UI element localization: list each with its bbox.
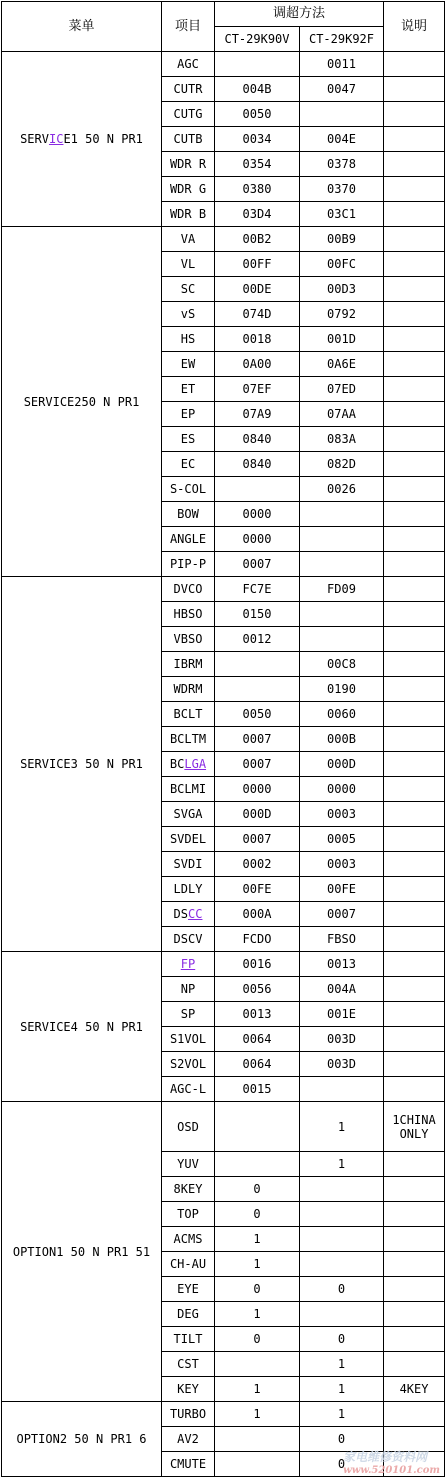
value-b-cell: 00FC xyxy=(300,252,384,277)
value-a-cell: 0064 xyxy=(215,1027,300,1052)
value-b-cell: 0011 xyxy=(300,52,384,77)
note-cell xyxy=(384,827,445,852)
item-text-part: DS xyxy=(173,907,188,921)
item-cell xyxy=(162,902,215,927)
note-cell xyxy=(384,927,445,952)
note-cell: 1CHINA ONLY xyxy=(384,1102,445,1152)
value-b-cell: 1 xyxy=(300,1402,384,1427)
note-cell xyxy=(384,1252,445,1277)
value-b-cell xyxy=(300,1077,384,1102)
header-row xyxy=(2,2,445,27)
item-cell: TILT xyxy=(162,1327,215,1352)
value-a-cell: FCDO xyxy=(215,927,300,952)
item-cell: OSD xyxy=(162,1102,215,1152)
value-a-cell: 0840 xyxy=(215,452,300,477)
note-cell xyxy=(384,527,445,552)
note-cell xyxy=(384,227,445,252)
note-cell xyxy=(384,1027,445,1052)
item-cell: S1VOL xyxy=(162,1027,215,1052)
value-a-cell xyxy=(215,477,300,502)
menu-cell xyxy=(2,52,162,227)
value-a-cell: 0000 xyxy=(215,502,300,527)
item-text-part: CC xyxy=(188,907,203,921)
value-b-cell: 0026 xyxy=(300,477,384,502)
item-cell: VL xyxy=(162,252,215,277)
note-header: 说明 xyxy=(384,2,445,52)
value-b-cell: FBSO xyxy=(300,927,384,952)
menu-text-part: E1 50 N PR1 xyxy=(63,132,143,146)
value-b-cell: 0005 xyxy=(300,827,384,852)
item-cell: SVGA xyxy=(162,802,215,827)
value-a-cell xyxy=(215,52,300,77)
value-a-cell: 0840 xyxy=(215,427,300,452)
value-a-cell: 0056 xyxy=(215,977,300,1002)
item-cell: WDRM xyxy=(162,677,215,702)
value-b-cell xyxy=(300,502,384,527)
value-b-cell xyxy=(300,552,384,577)
item-cell: LDLY xyxy=(162,877,215,902)
note-cell xyxy=(384,1002,445,1027)
value-a-cell: 0007 xyxy=(215,827,300,852)
note-cell xyxy=(384,602,445,627)
item-cell: FP xyxy=(162,952,215,977)
value-a-cell: 074D xyxy=(215,302,300,327)
value-a-cell: 0000 xyxy=(215,777,300,802)
value-a-cell: 00FF xyxy=(215,252,300,277)
item-cell: WDR B xyxy=(162,202,215,227)
value-a-cell: 0150 xyxy=(215,602,300,627)
item-cell: PIP-P xyxy=(162,552,215,577)
item-cell: WDR G xyxy=(162,177,215,202)
note-cell xyxy=(384,327,445,352)
value-a-cell: 0012 xyxy=(215,627,300,652)
value-b-cell: FD09 xyxy=(300,577,384,602)
value-a-cell: 0002 xyxy=(215,852,300,877)
value-a-cell xyxy=(215,1152,300,1177)
note-cell xyxy=(384,852,445,877)
value-b-cell: 004A xyxy=(300,977,384,1002)
note-cell xyxy=(384,877,445,902)
value-a-cell: 1 xyxy=(215,1252,300,1277)
table-row xyxy=(2,952,445,977)
item-cell: YUV xyxy=(162,1152,215,1177)
note-cell xyxy=(384,1077,445,1102)
item-cell: AV2 xyxy=(162,1427,215,1452)
item-cell: ACMS xyxy=(162,1227,215,1252)
value-b-cell: 004E xyxy=(300,127,384,152)
watermark-line2: www.520101.com xyxy=(343,1465,440,1476)
value-b-cell: 082D xyxy=(300,452,384,477)
value-b-cell: 0060 xyxy=(300,702,384,727)
item-cell: CUTR xyxy=(162,77,215,102)
item-cell: vS xyxy=(162,302,215,327)
value-b-cell: 0 xyxy=(300,1427,384,1452)
method-header: 调超方法 xyxy=(215,2,384,27)
value-b-cell xyxy=(300,602,384,627)
menu-cell: SERVICE250 N PR1 xyxy=(2,227,162,577)
note-cell xyxy=(384,452,445,477)
value-a-cell xyxy=(215,1452,300,1477)
value-a-cell: 0 xyxy=(215,1327,300,1352)
item-cell: BCLMI xyxy=(162,777,215,802)
note-cell xyxy=(384,1402,445,1427)
note-cell xyxy=(384,77,445,102)
value-b-cell xyxy=(300,1177,384,1202)
note-cell xyxy=(384,952,445,977)
value-a-cell: 0034 xyxy=(215,127,300,152)
value-b-cell: 000D xyxy=(300,752,384,777)
value-b-cell: 000B xyxy=(300,727,384,752)
note-cell xyxy=(384,477,445,502)
item-text-part: LGA xyxy=(184,757,207,771)
item-cell: CH-AU xyxy=(162,1252,215,1277)
value-a-cell: 1 xyxy=(215,1377,300,1402)
value-b-cell: 0792 xyxy=(300,302,384,327)
watermark xyxy=(343,1448,440,1476)
item-cell: SVDEL xyxy=(162,827,215,852)
value-a-cell xyxy=(215,652,300,677)
item-cell: CUTB xyxy=(162,127,215,152)
value-a-cell: 0007 xyxy=(215,552,300,577)
value-b-cell: 0047 xyxy=(300,77,384,102)
note-cell xyxy=(384,402,445,427)
value-b-cell: 0003 xyxy=(300,802,384,827)
note-cell: 4KEY xyxy=(384,1377,445,1402)
value-b-cell: 1 xyxy=(300,1102,384,1152)
item-cell: HS xyxy=(162,327,215,352)
item-cell: VA xyxy=(162,227,215,252)
value-a-cell: FC7E xyxy=(215,577,300,602)
value-a-cell: 00DE xyxy=(215,277,300,302)
item-cell: CUTG xyxy=(162,102,215,127)
value-b-cell: 00D3 xyxy=(300,277,384,302)
model-b-header: CT-29K92F xyxy=(300,27,384,52)
note-cell xyxy=(384,802,445,827)
service-settings-table xyxy=(1,1,445,1477)
value-b-cell: 0370 xyxy=(300,177,384,202)
value-a-cell: 07A9 xyxy=(215,402,300,427)
value-a-cell: 0018 xyxy=(215,327,300,352)
value-a-cell: 0013 xyxy=(215,1002,300,1027)
value-a-cell: 0354 xyxy=(215,152,300,177)
menu-text-part: IC xyxy=(48,132,64,146)
value-a-cell: 0050 xyxy=(215,702,300,727)
value-a-cell: 000A xyxy=(215,902,300,927)
item-cell: S2VOL xyxy=(162,1052,215,1077)
item-cell: ET xyxy=(162,377,215,402)
note-cell xyxy=(384,302,445,327)
value-a-cell: 07EF xyxy=(215,377,300,402)
value-a-cell: 0A00 xyxy=(215,352,300,377)
note-cell xyxy=(384,1177,445,1202)
value-a-cell: 0000 xyxy=(215,527,300,552)
note-cell xyxy=(384,902,445,927)
value-b-cell xyxy=(300,1202,384,1227)
value-b-cell: 0003 xyxy=(300,852,384,877)
item-cell: DEG xyxy=(162,1302,215,1327)
value-a-cell xyxy=(215,677,300,702)
value-a-cell: 1 xyxy=(215,1302,300,1327)
value-a-cell: 0064 xyxy=(215,1052,300,1077)
value-b-cell: 03C1 xyxy=(300,202,384,227)
item-header: 项目 xyxy=(162,2,215,52)
note-cell xyxy=(384,252,445,277)
note-cell xyxy=(384,102,445,127)
value-a-cell: 0 xyxy=(215,1202,300,1227)
item-cell: AGC xyxy=(162,52,215,77)
value-a-cell: 0 xyxy=(215,1177,300,1202)
table-row xyxy=(2,227,445,252)
item-text-part: BC xyxy=(169,757,185,771)
value-b-cell: 003D xyxy=(300,1052,384,1077)
watermark-line1: 家电维修资料网 xyxy=(343,1450,428,1464)
note-cell xyxy=(384,652,445,677)
item-cell: EW xyxy=(162,352,215,377)
value-b-cell xyxy=(300,1302,384,1327)
item-cell: SVDI xyxy=(162,852,215,877)
value-a-cell xyxy=(215,1102,300,1152)
note-cell xyxy=(384,502,445,527)
table-row xyxy=(2,1402,445,1427)
value-b-cell: 07ED xyxy=(300,377,384,402)
note-cell xyxy=(384,152,445,177)
note-cell xyxy=(384,1227,445,1252)
value-a-cell: 0007 xyxy=(215,727,300,752)
value-b-cell: 001E xyxy=(300,1002,384,1027)
item-cell: HBSO xyxy=(162,602,215,627)
item-cell: S-COL xyxy=(162,477,215,502)
value-a-cell: 03D4 xyxy=(215,202,300,227)
value-b-cell: 1 xyxy=(300,1352,384,1377)
item-cell: SC xyxy=(162,277,215,302)
note-cell xyxy=(384,277,445,302)
note-cell xyxy=(384,1152,445,1177)
item-cell: DSCV xyxy=(162,927,215,952)
item-cell: BOW xyxy=(162,502,215,527)
table-row xyxy=(2,52,445,77)
value-b-cell xyxy=(300,1227,384,1252)
note-cell xyxy=(384,427,445,452)
item-cell: TOP xyxy=(162,1202,215,1227)
menu-cell: SERVICE4 50 N PR1 xyxy=(2,952,162,1102)
value-a-cell: 0050 xyxy=(215,102,300,127)
value-b-cell: 0378 xyxy=(300,152,384,177)
note-cell xyxy=(384,1052,445,1077)
item-cell: EYE xyxy=(162,1277,215,1302)
note-cell xyxy=(384,352,445,377)
note-cell xyxy=(384,702,445,727)
value-a-cell: 1 xyxy=(215,1227,300,1252)
value-b-cell xyxy=(300,1252,384,1277)
item-cell: VBSO xyxy=(162,627,215,652)
item-cell: IBRM xyxy=(162,652,215,677)
value-b-cell: 0190 xyxy=(300,677,384,702)
item-cell: EC xyxy=(162,452,215,477)
model-a-header: CT-29K90V xyxy=(215,27,300,52)
value-b-cell: 0013 xyxy=(300,952,384,977)
item-cell: KEY xyxy=(162,1377,215,1402)
value-a-cell: 0 xyxy=(215,1277,300,1302)
value-a-cell: 0015 xyxy=(215,1077,300,1102)
value-a-cell: 004B xyxy=(215,77,300,102)
note-cell xyxy=(384,1277,445,1302)
item-cell: DVCO xyxy=(162,577,215,602)
note-cell xyxy=(384,777,445,802)
value-b-cell: 001D xyxy=(300,327,384,352)
value-a-cell xyxy=(215,1427,300,1452)
note-cell xyxy=(384,177,445,202)
value-b-cell: 0 xyxy=(300,1277,384,1302)
item-cell: WDR R xyxy=(162,152,215,177)
value-a-cell: 000D xyxy=(215,802,300,827)
note-cell xyxy=(384,552,445,577)
note-cell xyxy=(384,1202,445,1227)
value-b-cell: 1 xyxy=(300,1377,384,1402)
item-cell: ES xyxy=(162,427,215,452)
value-a-cell: 0007 xyxy=(215,752,300,777)
note-cell xyxy=(384,1352,445,1377)
item-cell xyxy=(162,752,215,777)
menu-cell: SERVICE3 50 N PR1 xyxy=(2,577,162,952)
value-b-cell xyxy=(300,102,384,127)
item-cell: AGC-L xyxy=(162,1077,215,1102)
value-b-cell: 083A xyxy=(300,427,384,452)
note-cell xyxy=(384,127,445,152)
note-cell xyxy=(384,977,445,1002)
note-cell xyxy=(384,1302,445,1327)
value-b-cell: 00B9 xyxy=(300,227,384,252)
note-cell xyxy=(384,377,445,402)
item-cell: CST xyxy=(162,1352,215,1377)
value-b-cell: 00C8 xyxy=(300,652,384,677)
note-cell xyxy=(384,577,445,602)
note-cell xyxy=(384,627,445,652)
note-cell xyxy=(384,677,445,702)
item-cell: ANGLE xyxy=(162,527,215,552)
item-cell: 8KEY xyxy=(162,1177,215,1202)
menu-text-part: SERV xyxy=(20,132,49,146)
value-b-cell: 003D xyxy=(300,1027,384,1052)
item-cell: SP xyxy=(162,1002,215,1027)
note-cell xyxy=(384,52,445,77)
value-b-cell xyxy=(300,627,384,652)
table-row xyxy=(2,1102,445,1152)
value-b-cell: 0A6E xyxy=(300,352,384,377)
item-cell: EP xyxy=(162,402,215,427)
item-cell: TURBO xyxy=(162,1402,215,1427)
value-b-cell: 0 xyxy=(300,1452,384,1477)
value-a-cell xyxy=(215,1352,300,1377)
value-a-cell: 00B2 xyxy=(215,227,300,252)
note-cell xyxy=(384,202,445,227)
item-cell: CMUTE xyxy=(162,1452,215,1477)
note-cell xyxy=(384,1327,445,1352)
value-a-cell: 0016 xyxy=(215,952,300,977)
item-cell: BCLT xyxy=(162,702,215,727)
value-b-cell: 1 xyxy=(300,1152,384,1177)
note-cell xyxy=(384,752,445,777)
value-a-cell: 1 xyxy=(215,1402,300,1427)
value-b-cell xyxy=(300,527,384,552)
item-cell: BCLTM xyxy=(162,727,215,752)
table-row xyxy=(2,577,445,602)
value-b-cell: 07AA xyxy=(300,402,384,427)
value-b-cell: 0000 xyxy=(300,777,384,802)
item-cell: NP xyxy=(162,977,215,1002)
menu-cell: OPTION2 50 N PR1 6 xyxy=(2,1402,162,1477)
note-cell xyxy=(384,727,445,752)
value-b-cell: 00FE xyxy=(300,877,384,902)
value-a-cell: 0380 xyxy=(215,177,300,202)
menu-header: 菜单 xyxy=(2,2,162,52)
value-b-cell: 0007 xyxy=(300,902,384,927)
menu-cell: OPTION1 50 N PR1 51 xyxy=(2,1102,162,1402)
value-b-cell: 0 xyxy=(300,1327,384,1352)
value-a-cell: 00FE xyxy=(215,877,300,902)
